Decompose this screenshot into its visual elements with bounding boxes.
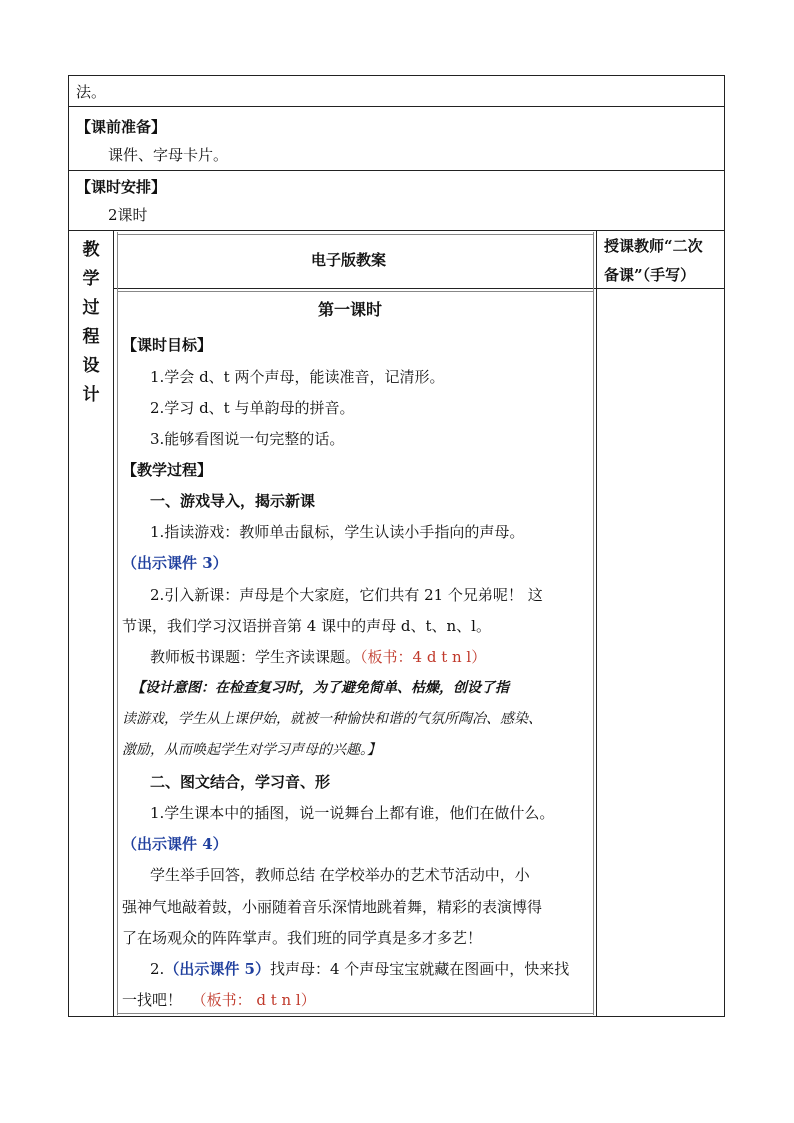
- board-note: （板书：4 d t n l）: [360, 648, 487, 666]
- courseware-note: （出示课件 4）: [122, 835, 228, 853]
- left-column-char: 程: [82, 327, 100, 347]
- paragraph: 强神气地敲着鼓，小丽随着音乐深情地跳着舞，精彩的表演博得: [122, 898, 543, 916]
- lesson-title: 第一课时: [318, 300, 383, 319]
- column-divider: [596, 230, 597, 1017]
- top-row-text: 法。: [76, 83, 107, 101]
- column-inner-border: [593, 232, 594, 1015]
- column-divider: [113, 230, 114, 1017]
- prep-content: 课件、字母卡片。: [108, 146, 229, 164]
- column-inner-border: [117, 291, 593, 292]
- row-divider: [68, 170, 725, 171]
- section-title: 二、图文结合，学习音、形: [150, 773, 331, 791]
- right-column-header-line2: 备课”（手写）: [604, 266, 696, 284]
- left-column-label: [69, 236, 113, 410]
- paragraph: 1.学生课本中的插图，说一说舞台上都有谁，他们在做什么。: [150, 804, 555, 822]
- paragraph: [150, 959, 569, 979]
- paragraph: 了在场观众的阵阵掌声。我们班的同学真是多才多艺！: [122, 929, 483, 947]
- paragraph-text: 找声母：4 个声母宝宝就藏在图画中，快来找: [269, 960, 570, 978]
- schedule-content: 2课时: [108, 206, 148, 224]
- paragraph: [122, 990, 316, 1010]
- left-column-char: 设: [82, 356, 100, 376]
- design-intent: 激励，从而唤起学生对学习声母的兴趣。】: [122, 742, 381, 758]
- goal-item: 2.学习 d、t 与单韵母的拼音。: [150, 399, 355, 417]
- left-column-char: 学: [82, 269, 100, 289]
- goals-heading: 【课时目标】: [122, 336, 213, 354]
- paragraph-text: 一找吧！: [122, 991, 183, 1009]
- courseware-note: （出示课件 3）: [122, 554, 228, 572]
- goal-item: 1.学会 d、t 两个声母，能读准音，记清形。: [150, 368, 445, 386]
- schedule-heading: 【课时安排】: [76, 178, 167, 196]
- paragraph: 1.指读游戏：教师单击鼠标，学生认读小手指向的声母。: [150, 523, 525, 541]
- column-inner-border: [117, 232, 118, 1015]
- right-column-header-line1: 授课教师“二次: [604, 237, 703, 255]
- header-divider: [113, 288, 725, 289]
- left-column-char: 过: [82, 298, 100, 318]
- middle-column-header: 电子版教案: [311, 251, 387, 269]
- process-heading: 【教学过程】: [122, 461, 213, 479]
- paragraph: [150, 647, 486, 667]
- prep-heading: 【课前准备】: [76, 118, 167, 136]
- column-inner-border: [117, 1013, 593, 1014]
- left-column-char: 教: [82, 240, 100, 260]
- row-divider: [68, 106, 725, 107]
- paragraph: 节课，我们学习汉语拼音第 4 课中的声母 d、t、n、l。: [122, 617, 491, 635]
- section-title: 一、游戏导入，揭示新课: [150, 492, 316, 510]
- courseware-note: （出示课件 5）: [164, 960, 270, 978]
- design-intent: 读游戏，学生从上课伊始，就被一种愉快和谐的气氛所陶冶、感染、: [122, 711, 542, 727]
- paragraph-number: 2.: [150, 960, 165, 978]
- paragraph-text: 教师板书课题：学生齐读课题。: [150, 648, 361, 666]
- column-inner-border: [117, 234, 593, 235]
- paragraph: 学生举手回答，教师总结 在学校举办的艺术节活动中，小: [150, 866, 530, 884]
- left-column-char: 计: [82, 385, 100, 405]
- board-note: （板书： d t n l）: [191, 991, 316, 1009]
- paragraph: 2.引入新课：声母是个大家庭，它们共有 21 个兄弟呢！ 这: [150, 586, 543, 604]
- goal-item: 3.能够看图说一句完整的话。: [150, 430, 345, 448]
- design-intent: 【设计意图：在检查复习时，为了避免简单、枯燥，创设了指: [131, 680, 509, 696]
- row-divider: [68, 230, 725, 231]
